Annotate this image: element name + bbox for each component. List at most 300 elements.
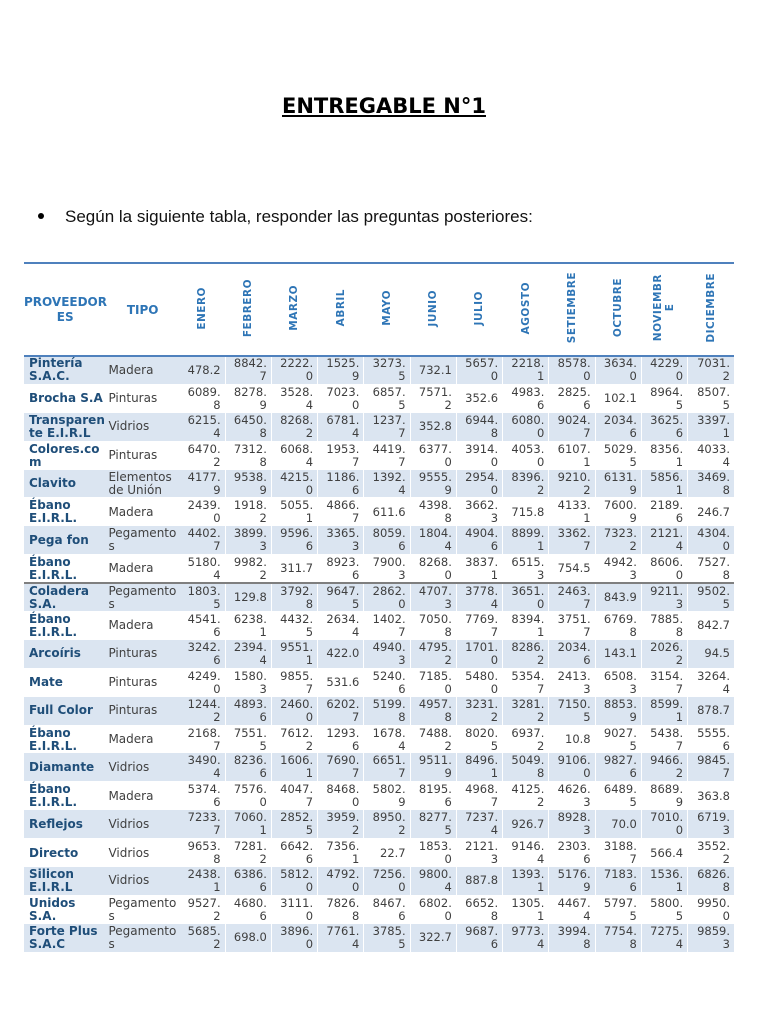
- cell-value: 5480. 0: [456, 668, 502, 696]
- cell-value: 6080. 0: [503, 413, 549, 441]
- cell-value: 9210. 2: [549, 470, 595, 498]
- table-row: [24, 498, 734, 526]
- cell-value: 8396. 2: [503, 470, 549, 498]
- cell-value: 5685. 2: [179, 924, 225, 952]
- cell-value: 1536. 1: [641, 867, 687, 895]
- cell-value: 3785. 5: [364, 924, 410, 952]
- cell-value: 7050. 8: [410, 612, 456, 640]
- cell-tipo: Pegamento s: [106, 924, 178, 952]
- cell-value: 6944. 8: [456, 413, 502, 441]
- cell-value: 3188. 7: [595, 839, 641, 867]
- cell-value: 9596. 6: [271, 526, 317, 554]
- cell-value: 7826. 8: [318, 895, 364, 923]
- cell-proveedor: Ébano E.I.R.L.: [24, 555, 106, 583]
- cell-value: 3242. 6: [179, 640, 225, 668]
- cell-value: 422.0: [318, 640, 364, 668]
- cell-value: 3231. 2: [456, 697, 502, 725]
- cell-value: 1393. 1: [503, 867, 549, 895]
- cell-proveedor: Reflejos: [24, 810, 106, 838]
- cell-value: 2634. 4: [318, 612, 364, 640]
- cell-value: 8606. 0: [641, 555, 687, 583]
- cell-proveedor: Forte Plus S.A.C: [24, 924, 106, 952]
- cell-value: 7031. 2: [688, 356, 734, 384]
- cell-value: 3634. 0: [595, 356, 641, 384]
- cell-value: 4983. 6: [503, 384, 549, 412]
- cell-proveedor: Ébano E.I.R.L.: [24, 725, 106, 753]
- header-month-label: ENERO: [195, 286, 208, 330]
- cell-value: 4229. 0: [641, 356, 687, 384]
- cell-value: 4792. 0: [318, 867, 364, 895]
- cell-value: 3469. 8: [688, 470, 734, 498]
- cell-value: 9511. 9: [410, 753, 456, 781]
- cell-value: 7754. 8: [595, 924, 641, 952]
- cell-tipo: Madera: [106, 612, 178, 640]
- cell-value: 5856. 1: [641, 470, 687, 498]
- cell-value: 7551. 5: [225, 725, 271, 753]
- cell-value: 102.1: [595, 384, 641, 412]
- cell-value: 9146. 4: [503, 839, 549, 867]
- cell-value: 1804. 4: [410, 526, 456, 554]
- cell-value: 1525. 9: [318, 356, 364, 384]
- cell-value: 9647. 5: [318, 583, 364, 611]
- cell-value: 2394. 4: [225, 640, 271, 668]
- cell-tipo: Pegamento s: [106, 526, 178, 554]
- cell-value: 9687. 6: [456, 924, 502, 952]
- cell-value: 5049. 8: [503, 753, 549, 781]
- cell-value: 7312. 8: [225, 441, 271, 469]
- cell-value: 9527. 2: [179, 895, 225, 923]
- cell-value: 8928. 3: [549, 810, 595, 838]
- cell-tipo: Pinturas: [106, 668, 178, 696]
- cell-value: 1305. 1: [503, 895, 549, 923]
- cell-proveedor: Full Color: [24, 697, 106, 725]
- cell-value: 8842. 7: [225, 356, 271, 384]
- cell-value: 7150. 5: [549, 697, 595, 725]
- cell-value: 7885. 8: [641, 612, 687, 640]
- cell-tipo: Pegamento s: [106, 583, 178, 611]
- cell-value: 3792. 8: [271, 583, 317, 611]
- cell-value: 9855. 7: [271, 668, 317, 696]
- cell-tipo: Vidrios: [106, 810, 178, 838]
- cell-value: 2222. 0: [271, 356, 317, 384]
- cell-value: 1953. 7: [318, 441, 364, 469]
- cell-value: 8278. 9: [225, 384, 271, 412]
- cell-proveedor: Brocha S.A: [24, 384, 106, 412]
- cell-value: 3154. 7: [641, 668, 687, 696]
- cell-value: 22.7: [364, 839, 410, 867]
- cell-proveedor: Coladera S.A.: [24, 583, 106, 611]
- cell-value: 1392. 4: [364, 470, 410, 498]
- cell-value: 4053. 0: [503, 441, 549, 469]
- cell-value: 4626. 3: [549, 782, 595, 810]
- cell-tipo: Madera: [106, 498, 178, 526]
- cell-value: 5797. 5: [595, 895, 641, 923]
- cell-value: 9024. 7: [549, 413, 595, 441]
- cell-value: 4541. 6: [179, 612, 225, 640]
- cell-value: 4177. 9: [179, 470, 225, 498]
- cell-value: 3662. 3: [456, 498, 502, 526]
- cell-value: 7323. 2: [595, 526, 641, 554]
- cell-value: 6937. 2: [503, 725, 549, 753]
- header-month-label: OCTUBRE: [612, 278, 625, 338]
- cell-value: 3111. 0: [271, 895, 317, 923]
- cell-value: 887.8: [456, 867, 502, 895]
- cell-value: 9027. 5: [595, 725, 641, 753]
- cell-value: 1606. 1: [271, 753, 317, 781]
- cell-value: 7571. 2: [410, 384, 456, 412]
- cell-value: 1678. 4: [364, 725, 410, 753]
- header-month-label: MAYO: [380, 290, 393, 326]
- cell-value: 7256. 0: [364, 867, 410, 895]
- cell-value: 8394. 1: [503, 612, 549, 640]
- document-title: ENTREGABLE N°1: [282, 94, 486, 118]
- cell-value: 246.7: [688, 498, 734, 526]
- cell-tipo: Madera: [106, 725, 178, 753]
- cell-value: 7769. 7: [456, 612, 502, 640]
- table-row: [24, 810, 734, 838]
- cell-value: 6781. 4: [318, 413, 364, 441]
- cell-value: 8268. 2: [271, 413, 317, 441]
- cell-value: 6202. 7: [318, 697, 364, 725]
- cell-value: 143.1: [595, 640, 641, 668]
- cell-value: 9950. 0: [688, 895, 734, 923]
- cell-value: 1244. 2: [179, 697, 225, 725]
- cell-value: 3552. 2: [688, 839, 734, 867]
- cell-value: 4707. 3: [410, 583, 456, 611]
- cell-value: 2218. 1: [503, 356, 549, 384]
- cell-value: 3625. 6: [641, 413, 687, 441]
- cell-value: 3281. 2: [503, 697, 549, 725]
- header-month: [641, 263, 687, 356]
- cell-value: 9827. 6: [595, 753, 641, 781]
- header-month-label: FEBRERO: [242, 278, 255, 338]
- cell-value: 5240. 6: [364, 668, 410, 696]
- cell-value: 8578. 0: [549, 356, 595, 384]
- cell-value: 4304. 0: [688, 526, 734, 554]
- cell-value: 9502. 5: [688, 583, 734, 611]
- cell-value: 6470. 2: [179, 441, 225, 469]
- cell-value: 1580. 3: [225, 668, 271, 696]
- cell-tipo: Madera: [106, 356, 178, 384]
- cell-value: 4133. 1: [549, 498, 595, 526]
- cell-value: 8689. 9: [641, 782, 687, 810]
- table-row: [24, 725, 734, 753]
- cell-value: 2121. 4: [641, 526, 687, 554]
- cell-value: 7281. 2: [225, 839, 271, 867]
- cell-value: 6386. 6: [225, 867, 271, 895]
- instruction-text: Según la siguiente tabla, responder las preguntas posteriores:: [65, 207, 533, 226]
- header-month: [318, 263, 364, 356]
- cell-value: 4125. 2: [503, 782, 549, 810]
- cell-tipo: Vidrios: [106, 753, 178, 781]
- cell-value: 4249. 0: [179, 668, 225, 696]
- cell-value: 6652. 8: [456, 895, 502, 923]
- cell-value: 843.9: [595, 583, 641, 611]
- header-month: [364, 263, 410, 356]
- cell-value: 9845. 7: [688, 753, 734, 781]
- table-row: [24, 867, 734, 895]
- cell-value: 7612. 2: [271, 725, 317, 753]
- cell-value: 8899. 1: [503, 526, 549, 554]
- cell-value: 5555. 6: [688, 725, 734, 753]
- supplier-sales-table: [24, 262, 734, 953]
- cell-proveedor: Transparen te E.I.R.L: [24, 413, 106, 441]
- table-row: [24, 356, 734, 384]
- cell-value: 1402. 7: [364, 612, 410, 640]
- cell-value: 566.4: [641, 839, 687, 867]
- cell-value: 4940. 3: [364, 640, 410, 668]
- table-row: [24, 384, 734, 412]
- cell-value: 6802. 0: [410, 895, 456, 923]
- header-month: [271, 263, 317, 356]
- cell-value: 3273. 5: [364, 356, 410, 384]
- cell-value: 6068. 4: [271, 441, 317, 469]
- table-row: [24, 555, 734, 583]
- header-month-label: DICIEMBRE: [704, 273, 717, 343]
- cell-value: 9982. 2: [225, 555, 271, 583]
- header-month-label: ABRIL: [334, 289, 347, 327]
- header-month-label: SETIEMBRE: [565, 272, 578, 344]
- supplier-table-wrapper: [24, 262, 734, 953]
- cell-value: 2438. 1: [179, 867, 225, 895]
- cell-value: 6719. 3: [688, 810, 734, 838]
- cell-value: 9773. 4: [503, 924, 549, 952]
- cell-value: 7023. 0: [318, 384, 364, 412]
- cell-value: 2862. 0: [364, 583, 410, 611]
- cell-value: 5438. 7: [641, 725, 687, 753]
- cell-value: 4419. 7: [364, 441, 410, 469]
- cell-value: 8356. 1: [641, 441, 687, 469]
- cell-value: 8599. 1: [641, 697, 687, 725]
- cell-tipo: Madera: [106, 555, 178, 583]
- cell-tipo: Pinturas: [106, 640, 178, 668]
- cell-proveedor: Ébano E.I.R.L.: [24, 612, 106, 640]
- cell-value: 7527. 8: [688, 555, 734, 583]
- header-month: [595, 263, 641, 356]
- cell-value: 2168. 7: [179, 725, 225, 753]
- cell-tipo: Elementos de Unión: [106, 470, 178, 498]
- cell-value: 3751. 7: [549, 612, 595, 640]
- header-month: [456, 263, 502, 356]
- cell-value: 8467. 6: [364, 895, 410, 923]
- cell-value: 7060. 1: [225, 810, 271, 838]
- cell-proveedor: Mate: [24, 668, 106, 696]
- cell-value: 7488. 2: [410, 725, 456, 753]
- cell-proveedor: Directo: [24, 839, 106, 867]
- cell-value: 8195. 6: [410, 782, 456, 810]
- cell-value: 531.6: [318, 668, 364, 696]
- cell-tipo: Pinturas: [106, 697, 178, 725]
- cell-value: 5029. 5: [595, 441, 641, 469]
- cell-value: 94.5: [688, 640, 734, 668]
- table-row: [24, 612, 734, 640]
- cell-proveedor: Pega fon: [24, 526, 106, 554]
- cell-value: 3397. 1: [688, 413, 734, 441]
- cell-value: 6651. 7: [364, 753, 410, 781]
- cell-value: 732.1: [410, 356, 456, 384]
- header-month-label: JULIO: [473, 290, 486, 326]
- cell-value: 6642. 6: [271, 839, 317, 867]
- cell-value: 5374. 6: [179, 782, 225, 810]
- cell-value: 6489. 5: [595, 782, 641, 810]
- cell-tipo: Pinturas: [106, 441, 178, 469]
- cell-proveedor: Ébano E.I.R.L.: [24, 498, 106, 526]
- header-month: [179, 263, 225, 356]
- cell-value: 4957. 8: [410, 697, 456, 725]
- cell-value: 8268. 0: [410, 555, 456, 583]
- cell-value: 4398. 8: [410, 498, 456, 526]
- cell-value: 6508. 3: [595, 668, 641, 696]
- header-proveedores: [24, 263, 106, 356]
- cell-value: 5354. 7: [503, 668, 549, 696]
- cell-proveedor: Pintería S.A.C.: [24, 356, 106, 384]
- cell-value: 9466. 2: [641, 753, 687, 781]
- cell-value: 7600. 9: [595, 498, 641, 526]
- table-row: [24, 526, 734, 554]
- cell-value: 8496. 1: [456, 753, 502, 781]
- cell-tipo: Vidrios: [106, 413, 178, 441]
- cell-value: 7237. 4: [456, 810, 502, 838]
- instruction-bullet: [38, 207, 533, 227]
- cell-value: 6215. 4: [179, 413, 225, 441]
- cell-value: 8020. 5: [456, 725, 502, 753]
- cell-value: 1237. 7: [364, 413, 410, 441]
- cell-value: 2463. 7: [549, 583, 595, 611]
- cell-value: 2034. 6: [549, 640, 595, 668]
- bullet-icon: [38, 213, 44, 219]
- cell-value: 2460. 0: [271, 697, 317, 725]
- cell-value: 8964. 5: [641, 384, 687, 412]
- table-row: [24, 924, 734, 952]
- cell-value: 926.7: [503, 810, 549, 838]
- cell-value: 4047. 7: [271, 782, 317, 810]
- cell-value: 2303. 6: [549, 839, 595, 867]
- cell-proveedor: Colores.co m: [24, 441, 106, 469]
- cell-value: 8950. 2: [364, 810, 410, 838]
- cell-value: 611.6: [364, 498, 410, 526]
- cell-value: 4402. 7: [179, 526, 225, 554]
- cell-value: 9800. 4: [410, 867, 456, 895]
- cell-value: 2189. 6: [641, 498, 687, 526]
- cell-value: 5802. 9: [364, 782, 410, 810]
- cell-value: 754.5: [549, 555, 595, 583]
- cell-value: 3651. 0: [503, 583, 549, 611]
- table-row: [24, 668, 734, 696]
- header-month: [503, 263, 549, 356]
- header-month: [410, 263, 456, 356]
- table-row: [24, 413, 734, 441]
- cell-value: 6107. 1: [549, 441, 595, 469]
- cell-value: 3994. 8: [549, 924, 595, 952]
- cell-value: 3490. 4: [179, 753, 225, 781]
- cell-proveedor: Ébano E.I.R.L.: [24, 782, 106, 810]
- cell-value: 5199. 8: [364, 697, 410, 725]
- cell-value: 5180. 4: [179, 555, 225, 583]
- cell-tipo: Vidrios: [106, 839, 178, 867]
- cell-value: 1803. 5: [179, 583, 225, 611]
- cell-value: 878.7: [688, 697, 734, 725]
- cell-value: 478.2: [179, 356, 225, 384]
- cell-value: 10.8: [549, 725, 595, 753]
- cell-value: 8277. 5: [410, 810, 456, 838]
- header-tipo: TIPO: [106, 263, 178, 356]
- cell-value: 4215. 0: [271, 470, 317, 498]
- cell-value: 4942. 3: [595, 555, 641, 583]
- cell-value: 6238. 1: [225, 612, 271, 640]
- cell-value: 6826. 8: [688, 867, 734, 895]
- cell-value: 3896. 0: [271, 924, 317, 952]
- cell-value: 5176. 9: [549, 867, 595, 895]
- cell-value: 6857. 5: [364, 384, 410, 412]
- cell-value: 8236. 6: [225, 753, 271, 781]
- cell-value: 129.8: [225, 583, 271, 611]
- cell-value: 5800. 5: [641, 895, 687, 923]
- header-month-label: AGOSTO: [519, 281, 532, 335]
- cell-value: 8923. 6: [318, 555, 364, 583]
- table-row: [24, 441, 734, 469]
- cell-tipo: Pegamento s: [106, 895, 178, 923]
- header-month-label: JUNIO: [427, 289, 440, 327]
- cell-value: 8059. 6: [364, 526, 410, 554]
- cell-value: 2954. 0: [456, 470, 502, 498]
- table-row: [24, 782, 734, 810]
- cell-value: 4968. 7: [456, 782, 502, 810]
- cell-value: 6515. 3: [503, 555, 549, 583]
- cell-value: 7761. 4: [318, 924, 364, 952]
- cell-value: 1853. 0: [410, 839, 456, 867]
- cell-proveedor: Clavito: [24, 470, 106, 498]
- cell-value: 9653. 8: [179, 839, 225, 867]
- cell-value: 7900. 3: [364, 555, 410, 583]
- cell-value: 70.0: [595, 810, 641, 838]
- cell-value: 7010. 0: [641, 810, 687, 838]
- cell-proveedor: Silicon E.I.R.L: [24, 867, 106, 895]
- cell-value: 4893. 6: [225, 697, 271, 725]
- cell-value: 1186. 6: [318, 470, 364, 498]
- table-row: [24, 470, 734, 498]
- cell-value: 4904. 6: [456, 526, 502, 554]
- cell-value: 3837. 1: [456, 555, 502, 583]
- table-row: [24, 895, 734, 923]
- header-month-label: MARZO: [288, 285, 301, 331]
- cell-value: 322.7: [410, 924, 456, 952]
- cell-value: 6089. 8: [179, 384, 225, 412]
- cell-value: 6450. 8: [225, 413, 271, 441]
- cell-value: 3778. 4: [456, 583, 502, 611]
- header-month: [688, 263, 734, 356]
- cell-value: 3528. 4: [271, 384, 317, 412]
- cell-value: 3899. 3: [225, 526, 271, 554]
- cell-value: 9859. 3: [688, 924, 734, 952]
- cell-value: 3365. 3: [318, 526, 364, 554]
- cell-value: 311.7: [271, 555, 317, 583]
- cell-proveedor: Unidos S.A.: [24, 895, 106, 923]
- cell-tipo: Madera: [106, 782, 178, 810]
- cell-value: 2121. 3: [456, 839, 502, 867]
- cell-value: 9538. 9: [225, 470, 271, 498]
- cell-value: 7356. 1: [318, 839, 364, 867]
- cell-value: 4467. 4: [549, 895, 595, 923]
- cell-value: 7185. 0: [410, 668, 456, 696]
- cell-value: 3914. 0: [456, 441, 502, 469]
- cell-value: 8853. 9: [595, 697, 641, 725]
- cell-value: 6131. 9: [595, 470, 641, 498]
- cell-value: 5812. 0: [271, 867, 317, 895]
- cell-value: 2825. 6: [549, 384, 595, 412]
- header-month-label: NOVIEMBR E: [652, 274, 677, 342]
- header-month: [549, 263, 595, 356]
- cell-tipo: Pinturas: [106, 384, 178, 412]
